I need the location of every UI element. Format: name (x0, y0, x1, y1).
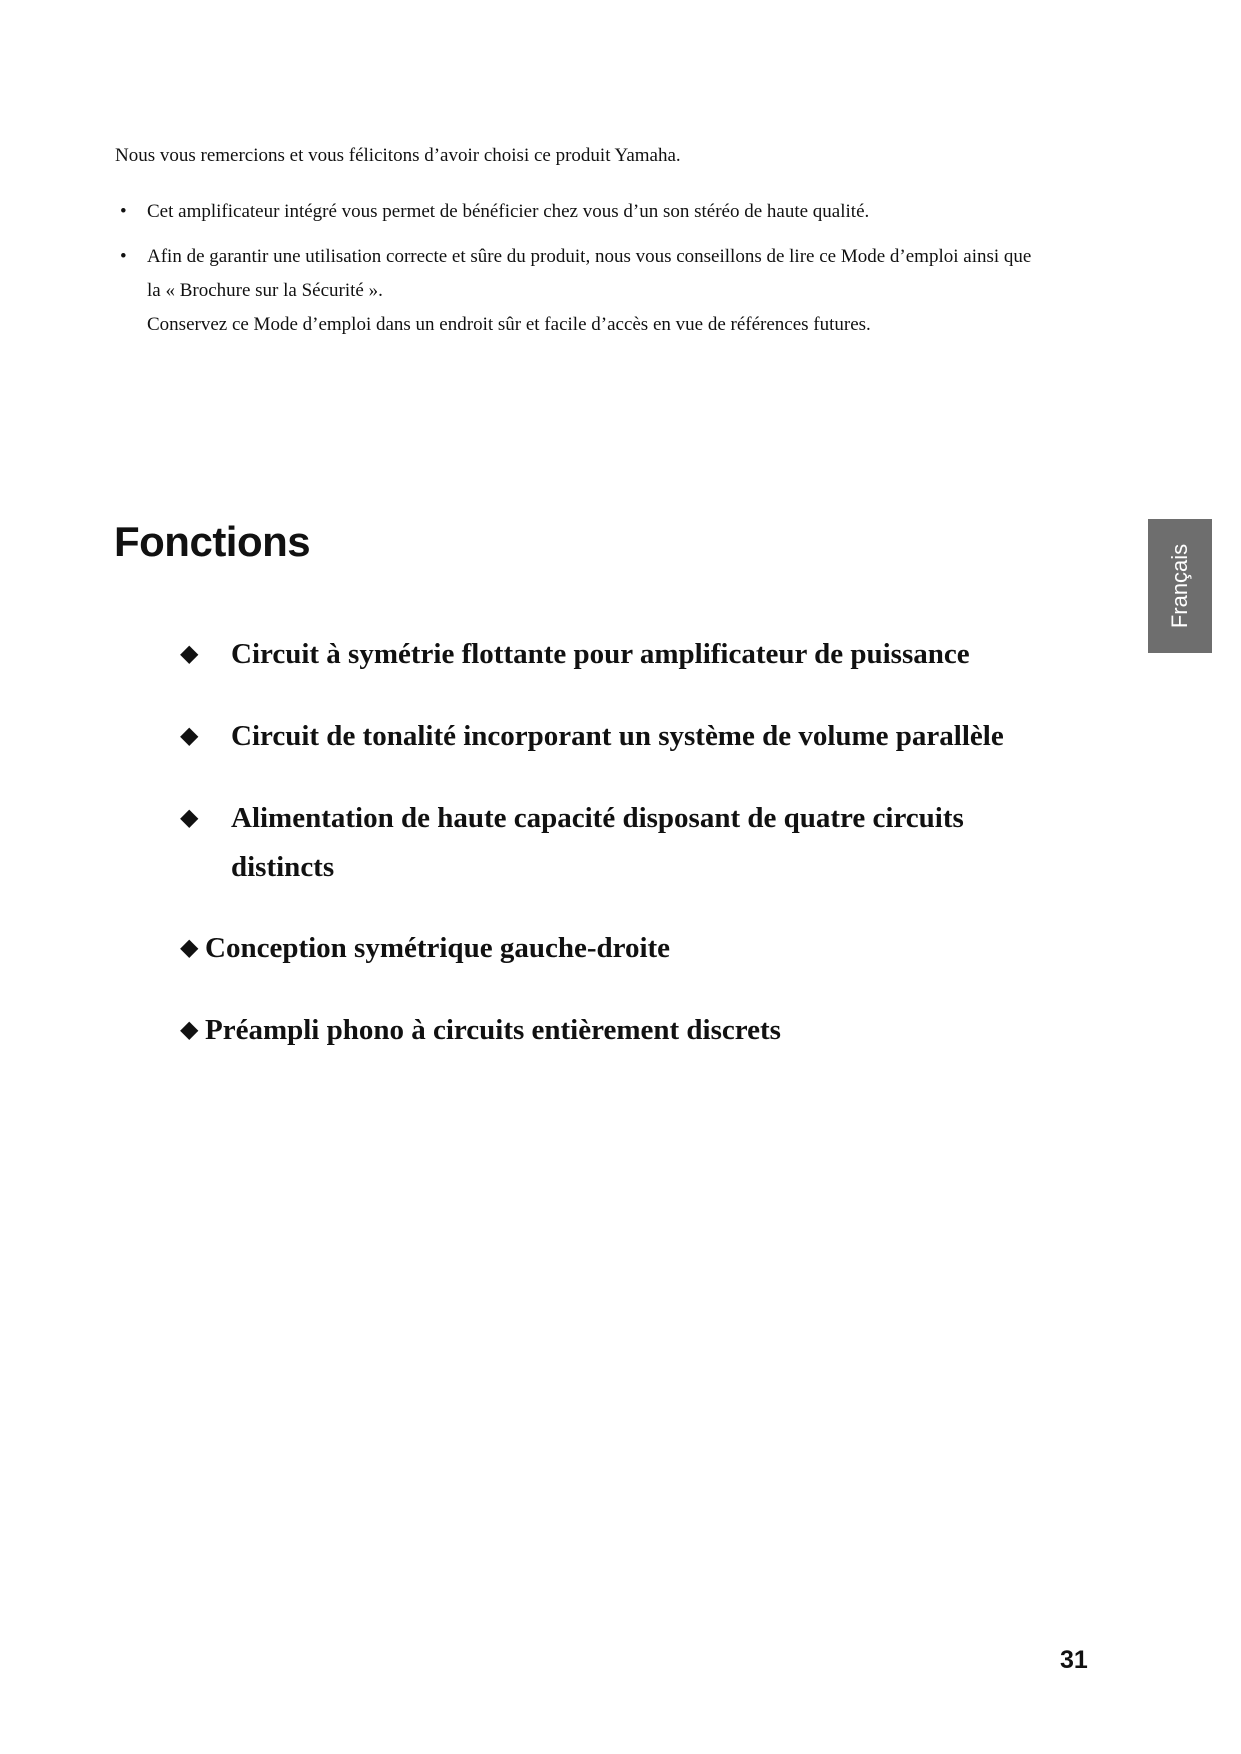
feature-item (180, 1006, 1080, 1055)
diamond-bullet-icon: ◆ (180, 935, 199, 961)
bullet-icon: • (120, 246, 127, 267)
feature-text: Conception symétrique gauche-droite (205, 932, 671, 964)
list-item-text: Afin de garantir une utilisation correcte et sûre du produit, nous vous conseillons de lire ce Mode d’emploi ainsi que (147, 246, 1032, 267)
language-tab-label: Français (1167, 543, 1192, 629)
diamond-bullet-icon: ◆ (180, 1017, 199, 1043)
list-item (115, 195, 1105, 229)
feature-item (180, 712, 1110, 761)
page-number: 31 (1060, 1646, 1088, 1674)
feature-text: Préampli phono à circuits entièrement discrets (205, 1014, 781, 1046)
diamond-bullet-icon: ◆ (180, 805, 199, 831)
list-item-text: Cet amplificateur intégré vous permet de bénéficier chez vous d’un son stéréo de haute qualité. (147, 201, 870, 222)
feature-item (180, 630, 1110, 679)
intro-text: Nous vous remercions et vous félicitons d’avoir choisi ce produit Yamaha. (115, 145, 681, 166)
diamond-bullet-icon: ◆ (180, 641, 199, 667)
bullet-icon: • (120, 201, 127, 222)
list-item (115, 240, 1105, 342)
feature-text: Circuit à symétrie flottante pour amplificateur de puissance (231, 638, 970, 670)
feature-item (180, 794, 1070, 892)
diamond-bullet-icon: ◆ (180, 723, 199, 749)
feature-text: Circuit de tonalité incorporant un système de volume parallèle (231, 720, 1004, 752)
section-heading: Fonctions (114, 518, 311, 565)
feature-item (180, 924, 1080, 973)
language-tab (1148, 519, 1212, 653)
intro-bullet-list (115, 195, 1105, 353)
feature-text: Alimentation de haute capacité disposant de quatre circuits distincts (231, 802, 964, 883)
list-item-text: la « Brochure sur la Sécurité ». (147, 280, 383, 301)
list-item-text: Conservez ce Mode d’emploi dans un endroit sûr et facile d’accès en vue de références futures. (147, 314, 871, 335)
